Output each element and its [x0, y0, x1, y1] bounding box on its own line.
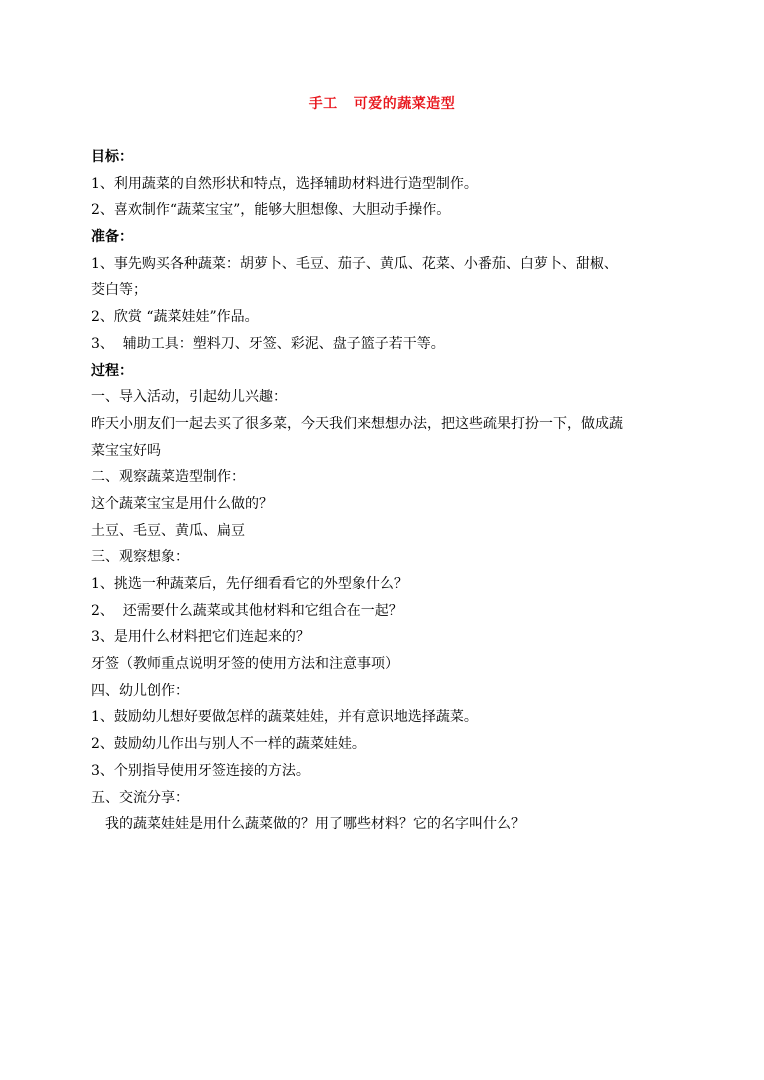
process-step-3-heading: 三、观察想象： [91, 549, 189, 566]
process-step-1-text: 昨天小朋友们一起去买了很多菜，今天我们来想想办法，把这些疏果打扮一下，做成蔬 [91, 415, 623, 432]
goal-item-2: 2、喜欢制作“蔬菜宝宝”，能够大胆想像、大胆动手操作。 [91, 202, 451, 219]
process-step-2-question: 这个蔬菜宝宝是用什么做的？ [91, 495, 273, 512]
section-heading-preparation: 准备： [91, 229, 133, 246]
process-step-4-item-2: 2、鼓励幼儿作出与别人不一样的蔬菜娃娃。 [91, 736, 366, 753]
process-step-3-item-1: 1、挑选一种蔬菜后，先仔细看看它的外型象什么？ [91, 576, 408, 592]
process-step-1-text-continued: 菜宝宝好吗 [91, 442, 161, 459]
process-step-4-item-1: 1、鼓励幼儿想好要做怎样的蔬菜娃娃，并有意识地选择蔬菜。 [91, 709, 478, 726]
document-title: 手工 可爱的蔬菜造型 [308, 96, 456, 112]
goal-item-1: 1、利用蔬菜的自然形状和特点，选择辅助材料进行造型制作。 [91, 175, 478, 192]
preparation-item-2: 2、欣赏 “蔬菜娃娃”作品。 [91, 309, 259, 326]
preparation-item-1-continued: 茭白等； [91, 282, 147, 299]
section-heading-goals: 目标： [91, 149, 133, 165]
process-step-3-item-2: 2、 还需要什么蔬菜或其他材料和它组合在一起？ [91, 602, 403, 619]
process-step-4-heading: 四、幼儿创作： [91, 682, 189, 699]
process-step-5-text: 我的蔬菜娃娃是用什么蔬菜做的？用了哪些材料？它的名字叫什么？ [105, 816, 525, 833]
document-body [91, 144, 691, 838]
process-step-2-answer: 土豆、毛豆、黄瓜、扁豆 [91, 522, 245, 539]
process-step-4-item-3: 3、个别指导使用牙签连接的方法。 [91, 762, 310, 779]
process-step-5-heading: 五、交流分享： [91, 789, 189, 806]
preparation-item-3: 3、 辅助工具：塑料刀、牙签、彩泥、盘子篮子若干等。 [91, 335, 445, 352]
process-step-3-item-3: 3、是用什么材料把它们连起来的？ [91, 629, 310, 646]
process-step-3-note: 牙签（教师重点说明牙签的使用方法和注意事项） [91, 656, 399, 673]
process-step-1-heading: 一、导入活动，引起幼儿兴趣： [91, 389, 287, 406]
process-step-2-heading: 二、观察蔬菜造型制作： [91, 469, 245, 486]
section-heading-process: 过程： [91, 362, 133, 379]
preparation-item-1: 1、事先购买各种蔬菜：胡萝卜、毛豆、茄子、黄瓜、花菜、小番茄、白萝卜、甜椒、 [91, 255, 618, 272]
